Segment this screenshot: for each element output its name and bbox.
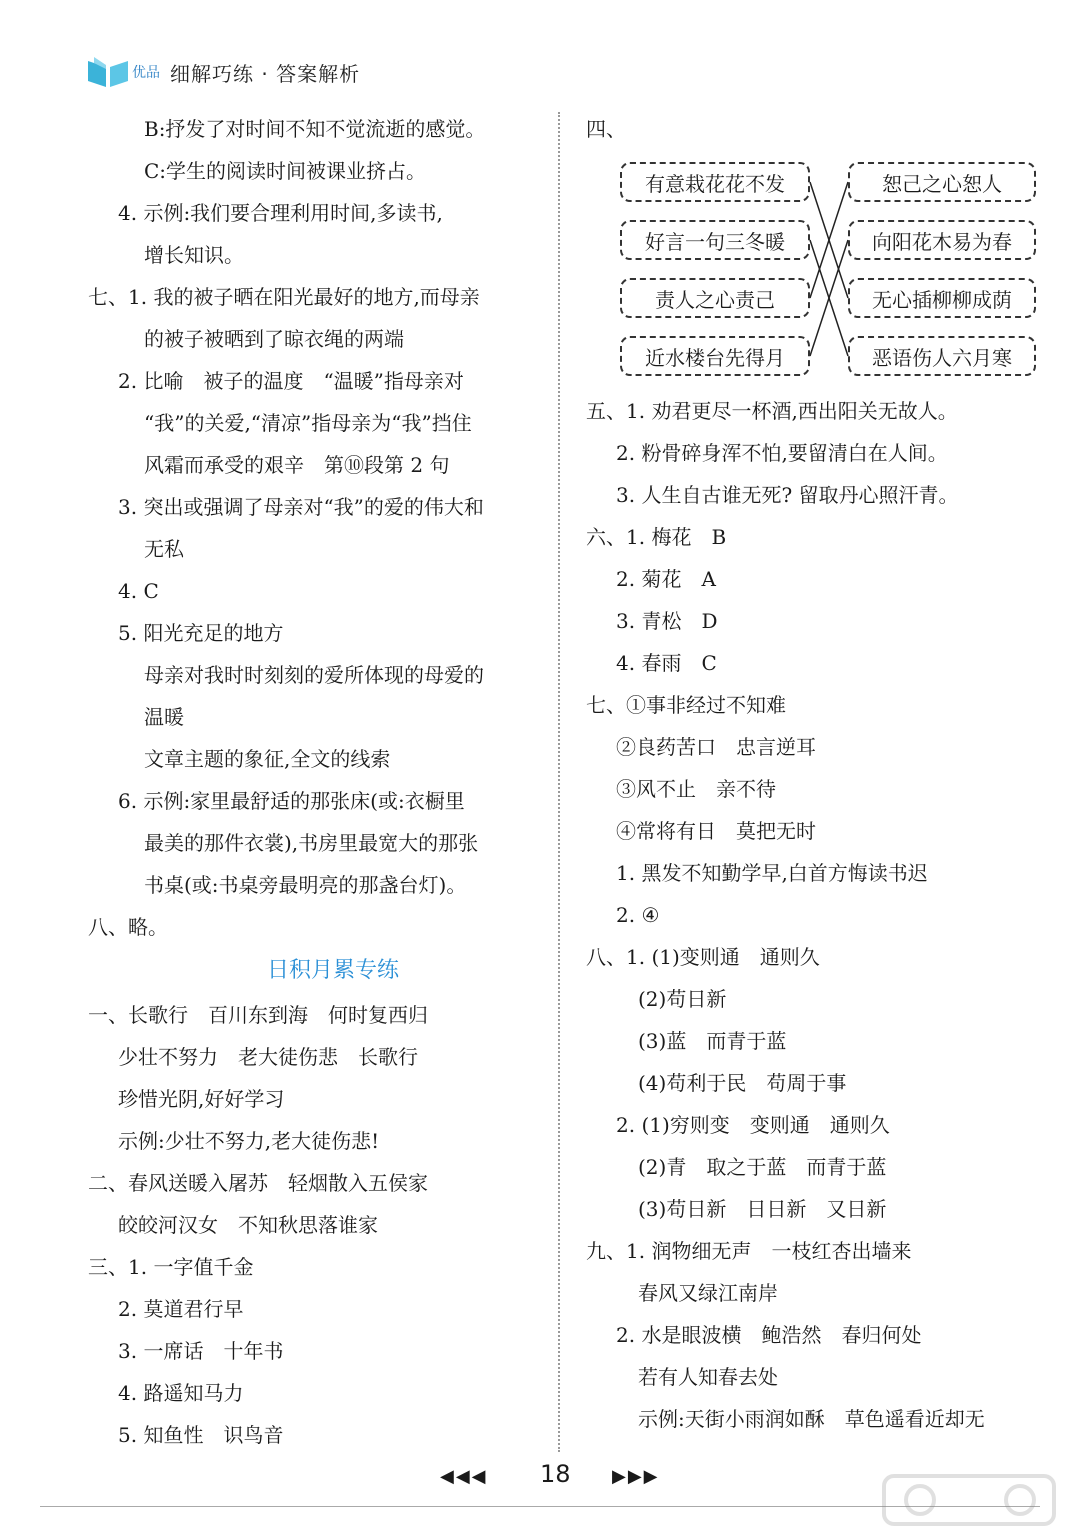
column-divider (558, 112, 560, 1452)
text-line: 珍惜光阴,好好学习 (118, 1087, 285, 1111)
text-line: 少壮不努力 老大徒伤悲 长歌行 (118, 1045, 418, 1069)
text-line: 二、春风送暖入屠苏 轻烟散入五侯家 (88, 1171, 428, 1195)
match-left-item: 有意栽花花不发 (620, 162, 810, 202)
text-line: 温暖 (144, 705, 184, 729)
text-line: 最美的那件衣裳),书房里最宽大的那张 (144, 831, 479, 855)
text-line: 无私 (144, 537, 184, 561)
text-line: 5. 知鱼性 识鸟音 (118, 1423, 284, 1447)
section-title: 日积月累专练 (266, 958, 399, 983)
text-line: 2. ④ (616, 903, 660, 927)
text-line: 4. 路遥知马力 (118, 1381, 244, 1405)
text-line: 六、1. 梅花 B (586, 525, 727, 549)
text-line: 五、1. 劝君更尽一杯酒,西出阳关无故人。 (586, 399, 958, 423)
text-line: ②良药苦口 忠言逆耳 (616, 735, 816, 759)
text-line: 书桌(或:书桌旁最明亮的那盏台灯)。 (144, 873, 467, 897)
text-line: 2. 比喻 被子的温度 “温暖”指母亲对 (118, 369, 464, 393)
matching-diagram (586, 154, 1056, 390)
text-line: 2. (1)穷则变 变则通 通则久 (616, 1113, 890, 1137)
text-line: 4. 示例:我们要合理利用时间,多读书, (118, 201, 443, 225)
text-line: ④常将有日 莫把无时 (616, 819, 816, 843)
text-line: 风霜而承受的艰辛 第⑩段第 2 句 (144, 453, 450, 477)
text-line: 3. 一席话 十年书 (118, 1339, 284, 1363)
text-line: 皎皎河汉女 不知秋思落谁家 (118, 1213, 378, 1237)
brand-name: 优品 (132, 65, 160, 81)
text-line: 2. 莫道君行早 (118, 1297, 244, 1321)
text-line: 增长知识。 (144, 243, 244, 267)
text-line: 的被子被晒到了晾衣绳的两端 (144, 327, 404, 351)
text-line: 八、略。 (88, 915, 168, 939)
text-line: 九、1. 润物细无声 一枝红杏出墙来 (586, 1239, 912, 1263)
text-line: 4. 春雨 C (616, 651, 717, 675)
header-title: 细解巧练 · 答案解析 (170, 61, 361, 86)
text-line: 5. 阳光充足的地方 (118, 621, 284, 645)
text-line: 3. 青松 D (616, 609, 718, 633)
watermark-logo (880, 1470, 1060, 1530)
text-line: 2. 菊花 A (616, 567, 716, 591)
text-line: 三、1. 一字值千金 (88, 1255, 254, 1279)
text-line: 一、长歌行 百川东到海 何时复西归 (88, 1003, 428, 1027)
text-line: (3)蓝 而青于蓝 (638, 1029, 787, 1053)
text-line: (2)苟日新 (638, 987, 727, 1011)
prev-arrows-icon[interactable]: ◀◀◀ (440, 1466, 488, 1487)
match-right-item: 向阳花木易为春 (848, 220, 1036, 260)
text-line: B:抒发了对时间不知不觉流逝的感觉。 (144, 117, 486, 141)
match-right-item: 恶语伤人六月寒 (848, 336, 1036, 376)
text-line: 文章主题的象征,全文的线索 (144, 747, 391, 771)
text-line: 母亲对我时时刻刻的爱所体现的母爱的 (144, 663, 484, 687)
match-left-item: 近水楼台先得月 (620, 336, 810, 376)
text-line: (3)苟日新 日日新 又日新 (638, 1197, 887, 1221)
text-line: ③风不止 亲不待 (616, 777, 776, 801)
text-line: “我”的关爱,“清凉”指母亲为“我”挡住 (144, 411, 472, 435)
text-line: 4. C (118, 579, 159, 603)
page-number: 18 (540, 1460, 571, 1488)
text-line: 春风又绿江南岸 (638, 1281, 778, 1305)
match-left-item: 好言一句三冬暖 (620, 220, 810, 260)
match-left-item: 责人之心责己 (620, 278, 810, 318)
text-line: 示例:少壮不努力,老大徒伤悲! (118, 1129, 380, 1153)
text-line: 八、1. (1)变则通 通则久 (586, 945, 820, 969)
match-right-item: 无心插柳柳成荫 (848, 278, 1036, 318)
text-line: 2. 粉骨碎身浑不怕,要留清白在人间。 (616, 441, 948, 465)
text-line: C:学生的阅读时间被课业挤占。 (144, 159, 427, 183)
page-header (86, 52, 360, 92)
section-heading: 四、 (586, 117, 626, 141)
text-line: 3. 人生自古谁无死? 留取丹心照汗青。 (616, 483, 959, 507)
right-column (586, 108, 1056, 1440)
text-line: 3. 突出或强调了母亲对“我”的爱的伟大和 (118, 495, 484, 519)
text-line: 若有人知春去处 (638, 1365, 778, 1389)
left-column (88, 108, 548, 1456)
text-line: 6. 示例:家里最舒适的那张床(或:衣橱里 (118, 789, 465, 813)
next-arrows-icon[interactable]: ▶▶▶ (612, 1466, 660, 1487)
text-line: (4)苟利于民 苟周于事 (638, 1071, 847, 1095)
text-line: 七、①事非经过不知难 (586, 693, 786, 717)
text-line: (2)青 取之于蓝 而青于蓝 (638, 1155, 887, 1179)
book-logo-icon (86, 55, 130, 89)
text-line: 2. 水是眼波横 鲍浩然 春归何处 (616, 1323, 922, 1347)
text-line: 七、1. 我的被子晒在阳光最好的地方,而母亲 (88, 285, 480, 309)
text-line: 1. 黑发不知勤学早,白首方悔读书迟 (616, 861, 928, 885)
match-right-item: 恕己之心恕人 (848, 162, 1036, 202)
text-line: 示例:天街小雨润如酥 草色遥看近却无 (638, 1407, 985, 1431)
